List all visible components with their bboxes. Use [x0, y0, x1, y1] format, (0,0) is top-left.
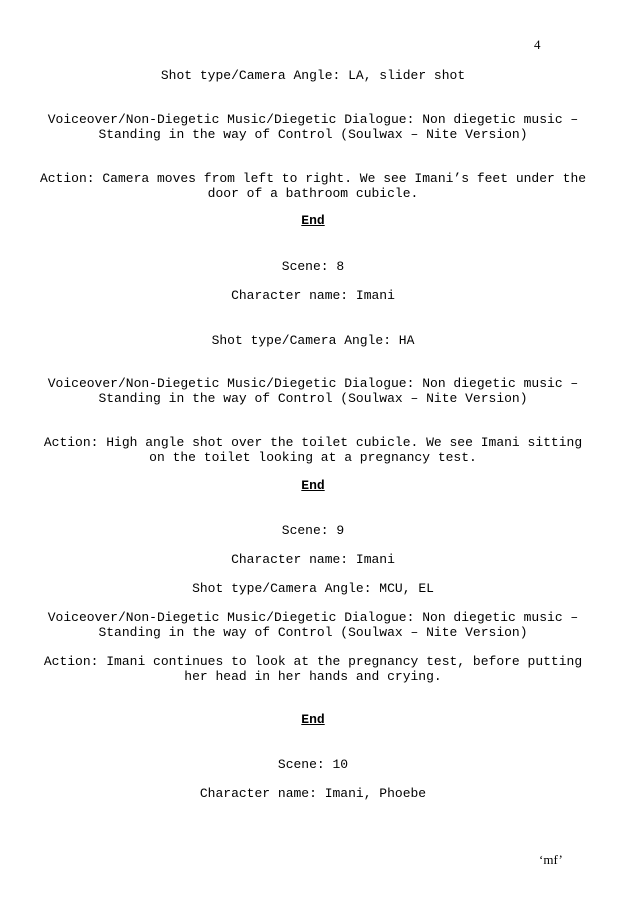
scene-heading: Scene: 9	[281, 523, 345, 538]
voiceover-line: Voiceover/Non-Diegetic Music/Diegetic Dialogue: Non diegetic music –	[47, 112, 579, 127]
action-line: Action: Imani continues to look at the pregnancy test, before putting	[43, 654, 583, 669]
action-line: Action: Camera moves from left to right. We see Imani’s feet under the	[39, 171, 587, 186]
scene-heading: Scene: 8	[281, 259, 345, 274]
character-name-line: Character name: Imani	[231, 288, 395, 303]
character-name-line: Character name: Imani	[231, 552, 395, 567]
action-line-cont: on the toilet looking at a pregnancy test.	[149, 450, 477, 465]
shot-type-line: Shot type/Camera Angle: HA	[211, 333, 415, 348]
voiceover-line: Voiceover/Non-Diegetic Music/Diegetic Dialogue: Non diegetic music –	[47, 376, 579, 391]
action-line: Action: High angle shot over the toilet cubicle. We see Imani sitting	[43, 435, 583, 450]
scene-heading: Scene: 10	[277, 757, 349, 772]
end-marker: End	[301, 478, 325, 493]
voiceover-line-cont: Standing in the way of Control (Soulwax – Nite Version)	[98, 127, 528, 142]
shot-type-line: Shot type/Camera Angle: MCU, EL	[192, 581, 434, 596]
action-line-cont: door of a bathroom cubicle.	[207, 186, 419, 201]
page-number: 4	[534, 37, 541, 52]
voiceover-line: Voiceover/Non-Diegetic Music/Diegetic Dialogue: Non diegetic music –	[47, 610, 579, 625]
end-marker: End	[301, 712, 325, 727]
character-name-line: Character name: Imani, Phoebe	[199, 786, 427, 801]
action-line-cont: her head in her hands and crying.	[184, 669, 442, 684]
voiceover-line-cont: Standing in the way of Control (Soulwax – Nite Version)	[98, 391, 528, 406]
footer-mark: ‘mf’	[539, 852, 563, 867]
voiceover-line-cont: Standing in the way of Control (Soulwax – Nite Version)	[98, 625, 528, 640]
shot-type-line: Shot type/Camera Angle: LA, slider shot	[160, 68, 466, 83]
end-marker: End	[301, 213, 325, 228]
